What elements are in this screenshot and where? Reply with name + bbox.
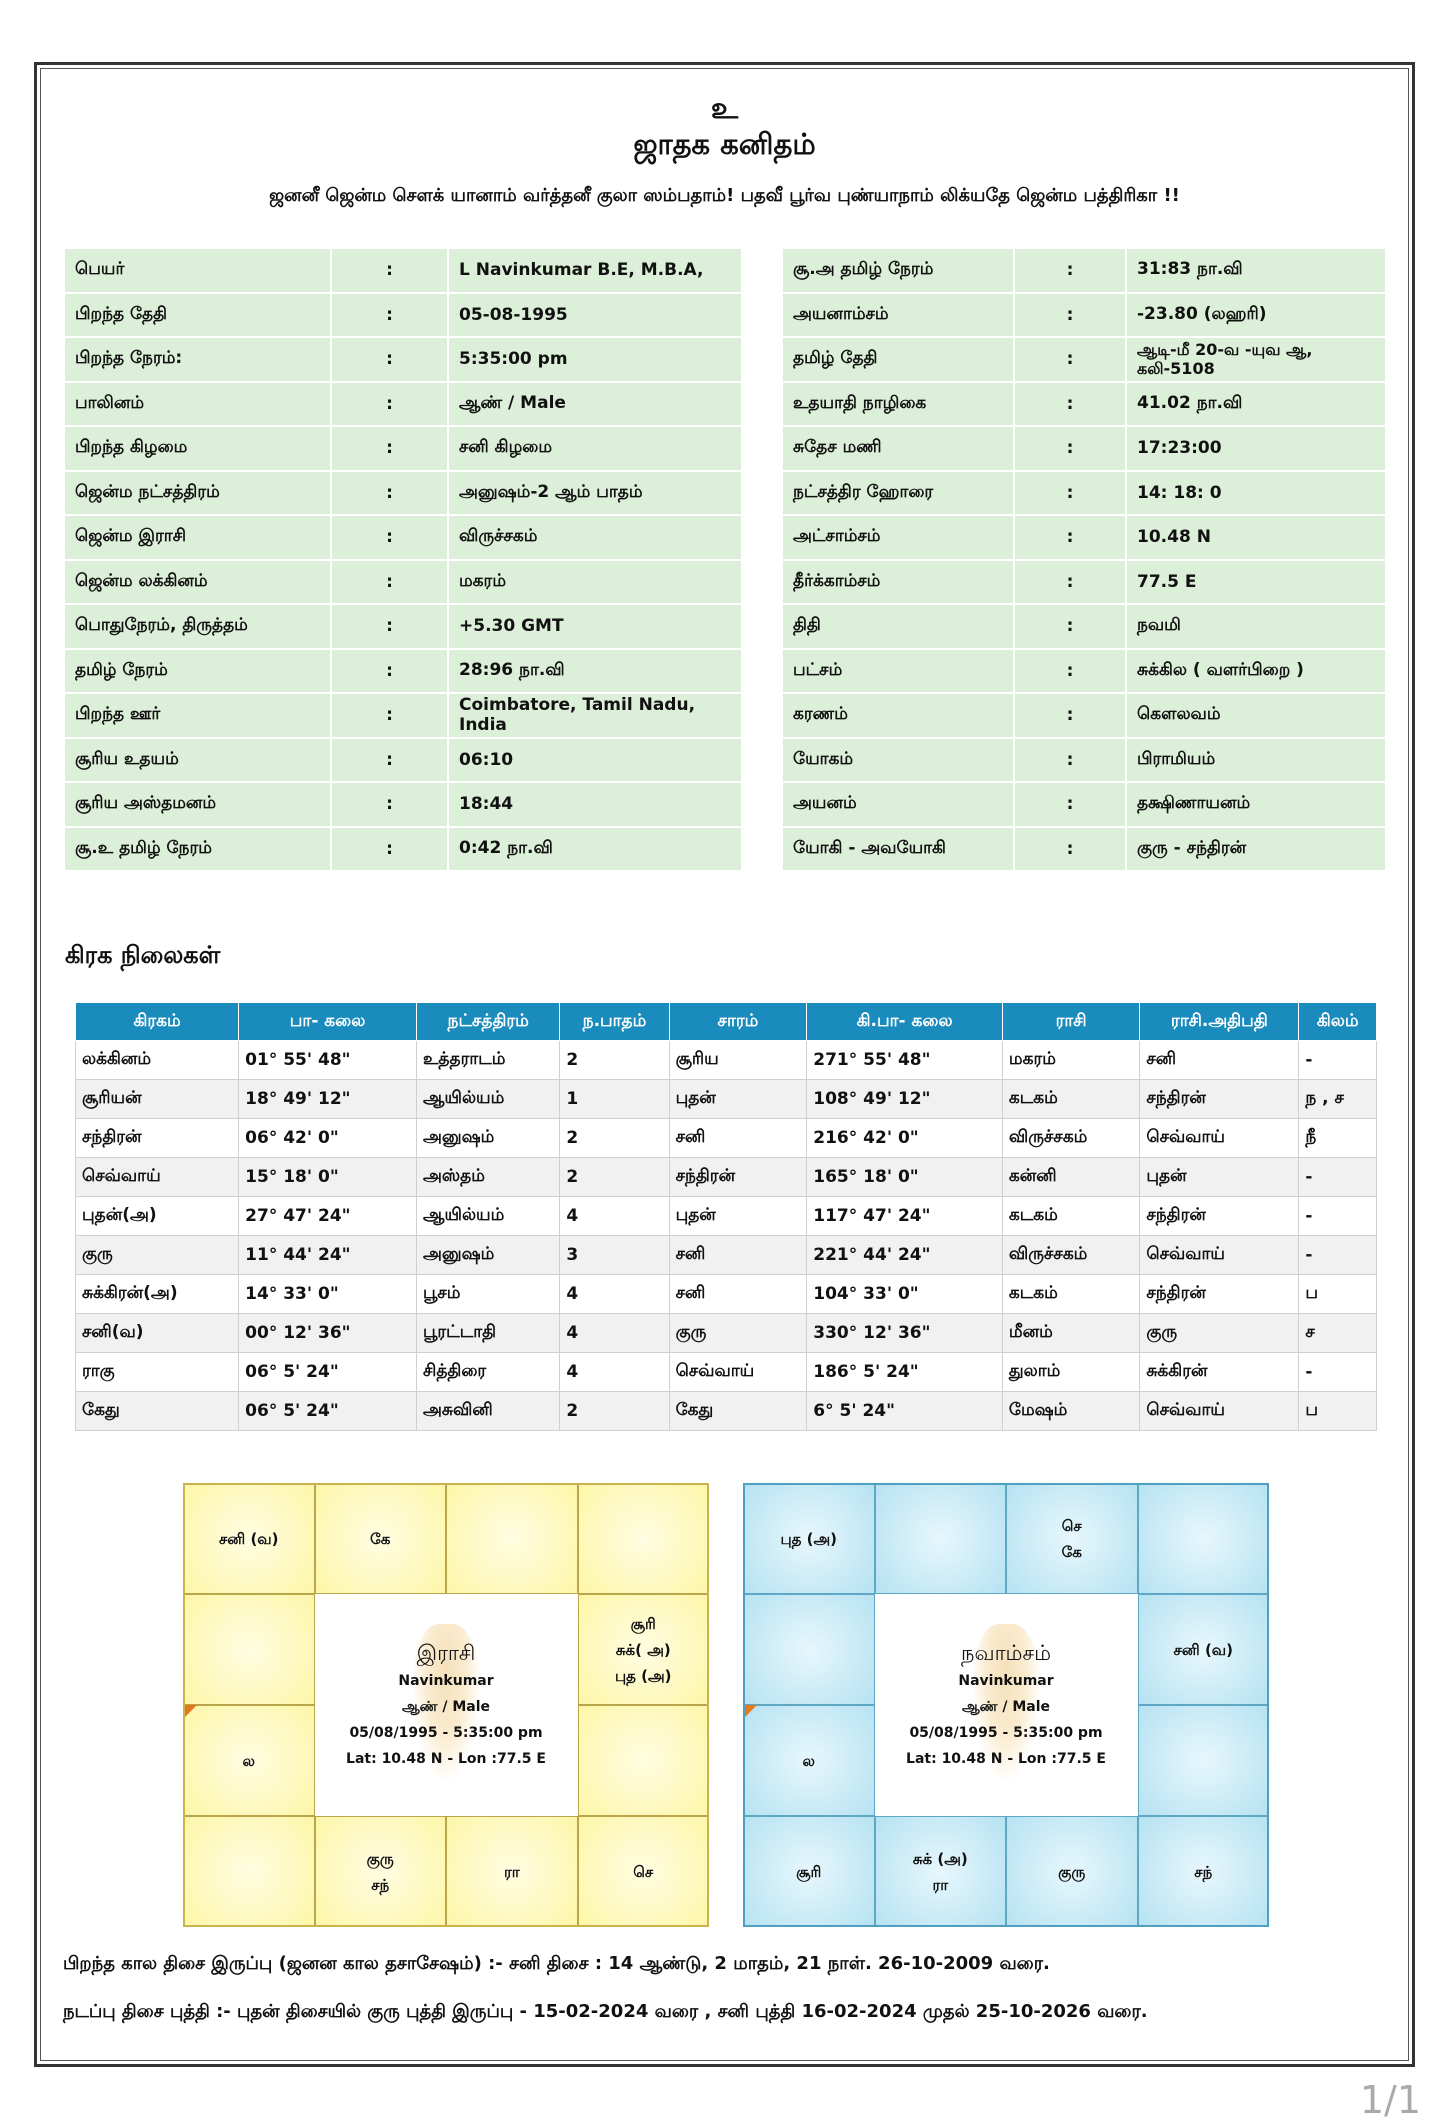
detail-label: தமிழ் தேதி — [783, 338, 1013, 381]
detail-left-row — [65, 828, 741, 871]
detail-label: சுதேச மணி — [783, 427, 1013, 470]
chart-gender: ஆண் / Male — [401, 1699, 491, 1715]
planet-cell: சந்திரன் — [1140, 1275, 1299, 1314]
planet-abbrev: செ — [633, 1862, 654, 1881]
chart-house — [315, 1483, 447, 1594]
detail-left-row — [65, 472, 741, 515]
detail-separator: : — [1015, 383, 1125, 426]
detail-left-row — [65, 516, 741, 559]
chart-datetime: 05/08/1995 - 5:35:00 pm — [349, 1725, 543, 1741]
planet-cell: 11° 44' 24" — [239, 1236, 417, 1275]
planet-cell: 06° 5' 24" — [239, 1353, 417, 1392]
planet-abbrev: ரா — [932, 1875, 949, 1894]
planet-abbrev: சனி (வ) — [218, 1529, 279, 1548]
detail-value: 10.48 N — [1127, 516, 1385, 559]
planet-cell: 06° 5' 24" — [239, 1392, 417, 1431]
planet-abbrev: ரா — [503, 1862, 520, 1881]
column-header: பா- கலை — [239, 1003, 417, 1041]
chart-title: இராசி — [416, 1641, 476, 1665]
detail-value: 41.02 நா.வி — [1127, 383, 1385, 426]
planet-abbrev: சனி (வ) — [1173, 1640, 1234, 1659]
verse-line: ஜனனீ ஜென்ம சௌக் யானாம் வர்த்தனீ குலா ஸம்பதாம்! பதவீ பூர்வ புண்யாநாம் லிக்யதே ஜென்ம பத்திரிகா !! — [269, 185, 1180, 206]
detail-label: சூ.உ தமிழ் நேரம் — [65, 828, 330, 871]
chart-house — [1138, 1483, 1270, 1594]
chart-house — [315, 1816, 447, 1927]
planet-cell: சனி — [669, 1275, 807, 1314]
planet-row — [76, 1080, 1377, 1119]
detail-right-row — [783, 561, 1385, 604]
om-symbol: உ — [710, 91, 739, 126]
detail-separator: : — [1015, 783, 1125, 826]
planet-cell: குரு — [1140, 1314, 1299, 1353]
planet-cell: கேது — [76, 1392, 239, 1431]
planet-cell: புதன் — [669, 1197, 807, 1236]
planet-cell: 186° 5' 24" — [807, 1353, 1003, 1392]
detail-separator: : — [332, 828, 447, 871]
detail-separator: : — [1015, 694, 1125, 737]
detail-label: பிறந்த தேதி — [65, 294, 330, 337]
detail-value: 06:10 — [449, 739, 741, 782]
detail-separator: : — [332, 249, 447, 292]
planet-cell: 4 — [560, 1353, 669, 1392]
detail-label: உதயாதி நாழிகை — [783, 383, 1013, 426]
detail-left-row — [65, 650, 741, 693]
planet-abbrev: குரு — [1058, 1862, 1086, 1881]
chart-house — [875, 1816, 1007, 1927]
detail-label: பொதுநேரம், திருத்தம் — [65, 605, 330, 648]
detail-left-row — [65, 249, 741, 292]
detail-value-line: கலி-5108 — [1137, 359, 1215, 379]
planet-cell: - — [1299, 1197, 1377, 1236]
chart-house — [578, 1594, 710, 1705]
planet-cell: 165° 18' 0" — [807, 1158, 1003, 1197]
detail-separator: : — [332, 294, 447, 337]
planet-cell: சனி — [1140, 1041, 1299, 1080]
planet-cell: சனி — [669, 1119, 807, 1158]
column-header: ராசி.அதிபதி — [1140, 1003, 1299, 1041]
chart-house — [183, 1705, 315, 1816]
planet-cell: சூரிய — [669, 1041, 807, 1080]
detail-label: அயனாம்சம் — [783, 294, 1013, 337]
detail-value: பிராமியம் — [1127, 739, 1385, 782]
chart-house — [743, 1483, 875, 1594]
detail-value: 0:42 நா.வி — [449, 828, 741, 871]
planet-cell: கடகம் — [1002, 1275, 1139, 1314]
planet-positions-table — [75, 1002, 1377, 1431]
detail-left-row — [65, 694, 741, 737]
chart-house — [875, 1483, 1007, 1594]
detail-right-row — [783, 383, 1385, 426]
detail-label: பட்சம் — [783, 650, 1013, 693]
detail-label: பெயர் — [65, 249, 330, 292]
planet-cell: ப — [1299, 1275, 1377, 1314]
planet-cell: சனி — [669, 1236, 807, 1275]
detail-value: -23.80 (லஹரி) — [1127, 294, 1385, 337]
planet-cell: 4 — [560, 1197, 669, 1236]
chart-name: Navinkumar — [398, 1673, 494, 1689]
detail-right-row — [783, 694, 1385, 737]
detail-right-row — [783, 516, 1385, 559]
detail-separator: : — [1015, 739, 1125, 782]
chart-house — [1138, 1816, 1270, 1927]
planet-row — [76, 1353, 1377, 1392]
planet-cell: அனுஷம் — [417, 1236, 560, 1275]
chart-center — [315, 1594, 578, 1816]
detail-right-row — [783, 249, 1385, 292]
current-dasa-line: நடப்பு திசை புத்தி :- புதன் திசையில் குரு புத்தி இருப்பு - 15-02-2024 வரை , சனி புத்தி 16-02-2024 முதல் 25-10-2026 வரை. — [63, 2001, 1148, 2022]
planet-cell: 18° 49' 12" — [239, 1080, 417, 1119]
planet-cell: மீனம் — [1002, 1314, 1139, 1353]
chart-datetime: 05/08/1995 - 5:35:00 pm — [909, 1725, 1103, 1741]
detail-label: ஜென்ம இராசி — [65, 516, 330, 559]
planet-abbrev: சந் — [1194, 1862, 1213, 1881]
planet-cell: சித்திரை — [417, 1353, 560, 1392]
planet-cell: பூசம் — [417, 1275, 560, 1314]
planet-cell: 330° 12' 36" — [807, 1314, 1003, 1353]
detail-label: தமிழ் நேரம் — [65, 650, 330, 693]
planet-cell: 14° 33' 0" — [239, 1275, 417, 1314]
chart-house — [183, 1594, 315, 1705]
detail-label: அயனம் — [783, 783, 1013, 826]
detail-label: சூரிய உதயம் — [65, 739, 330, 782]
detail-label: பிறந்த கிழமை — [65, 427, 330, 470]
chart-house — [446, 1816, 578, 1927]
detail-right-row — [783, 605, 1385, 648]
planet-cell: அனுஷம் — [417, 1119, 560, 1158]
planet-cell: 00° 12' 36" — [239, 1314, 417, 1353]
detail-right-row — [783, 783, 1385, 826]
detail-label: பாலினம் — [65, 383, 330, 426]
planet-cell: ஆயில்யம் — [417, 1080, 560, 1119]
planet-cell: செவ்வாய் — [1140, 1392, 1299, 1431]
detail-separator: : — [1015, 605, 1125, 648]
detail-label: அட்சாம்சம் — [783, 516, 1013, 559]
detail-value: விருச்சகம் — [449, 516, 741, 559]
detail-separator: : — [332, 338, 447, 381]
chart-house — [743, 1816, 875, 1927]
detail-value-line: ஆடி-மீ 20-வ -யுவ ஆ, — [1137, 340, 1313, 360]
detail-separator: : — [1015, 650, 1125, 693]
planet-abbrev: புத (அ) — [780, 1529, 838, 1548]
planet-cell: கேது — [669, 1392, 807, 1431]
planet-cell: 221° 44' 24" — [807, 1236, 1003, 1275]
planet-cell: துலாம் — [1002, 1353, 1139, 1392]
planet-abbrev: சூரி — [630, 1614, 656, 1633]
planet-cell: 06° 42' 0" — [239, 1119, 417, 1158]
planet-abbrev: செ — [1061, 1516, 1082, 1535]
detail-value: 05-08-1995 — [449, 294, 741, 337]
planet-cell: நீ — [1299, 1119, 1377, 1158]
planet-cell: ச — [1299, 1314, 1377, 1353]
detail-separator: : — [332, 516, 447, 559]
detail-value: 28:96 நா.வி — [449, 650, 741, 693]
planet-cell: பூரட்டாதி — [417, 1314, 560, 1353]
navamsa-chart — [743, 1483, 1269, 1927]
planet-cell: மேஷம் — [1002, 1392, 1139, 1431]
planet-cell: செவ்வாய் — [1140, 1236, 1299, 1275]
planet-cell: 3 — [560, 1236, 669, 1275]
planet-abbrev: சந் — [371, 1875, 390, 1894]
detail-left-row — [65, 739, 741, 782]
detail-value: +5.30 GMT — [449, 605, 741, 648]
planet-abbrev: கே — [1061, 1542, 1082, 1561]
planet-abbrev: சூரி — [796, 1862, 822, 1881]
planet-cell: சந்திரன் — [1140, 1197, 1299, 1236]
detail-left-row — [65, 427, 741, 470]
planet-cell: விருச்சகம் — [1002, 1236, 1139, 1275]
detail-left-row — [65, 561, 741, 604]
planet-cell: சூரியன் — [76, 1080, 239, 1119]
planet-cell: 271° 55' 48" — [807, 1041, 1003, 1080]
detail-separator: : — [1015, 294, 1125, 337]
detail-label: பிறந்த நேரம்: — [65, 338, 330, 381]
planet-cell: புதன் — [669, 1080, 807, 1119]
birth-details-table-right — [781, 247, 1387, 872]
detail-separator: : — [332, 383, 447, 426]
planet-cell: விருச்சகம் — [1002, 1119, 1139, 1158]
planet-cell: மகரம் — [1002, 1041, 1139, 1080]
detail-label: சூரிய அஸ்தமனம் — [65, 783, 330, 826]
page-number: 1/1 — [1359, 2078, 1421, 2122]
dasa-balance-line: பிறந்த கால திசை இருப்பு (ஜனன கால தசாசேஷம்) :- சனி திசை : 14 ஆண்டு, 2 மாதம், 21 நாள். 26-10-2009 வரை. — [63, 1953, 1050, 1974]
detail-separator: : — [332, 427, 447, 470]
lagna-marker-icon — [743, 1705, 757, 1719]
column-header: கிரகம் — [76, 1003, 239, 1041]
planet-cell: 2 — [560, 1158, 669, 1197]
detail-right-row — [783, 427, 1385, 470]
detail-label: தீர்க்காம்சம் — [783, 561, 1013, 604]
detail-value: 17:23:00 — [1127, 427, 1385, 470]
chart-house — [1006, 1816, 1138, 1927]
detail-value: L Navinkumar B.E, M.B.A, — [449, 249, 741, 292]
detail-value: சுக்கில ( வளர்பிறை ) — [1127, 650, 1385, 693]
detail-right-row — [783, 828, 1385, 871]
detail-value: 31:83 நா.வி — [1127, 249, 1385, 292]
planet-cell: - — [1299, 1041, 1377, 1080]
planet-abbrev: புத (அ) — [614, 1666, 672, 1685]
detail-separator: : — [1015, 472, 1125, 515]
detail-separator: : — [1015, 516, 1125, 559]
planet-cell: உத்தராடம் — [417, 1041, 560, 1080]
planet-cell: அஸ்தம் — [417, 1158, 560, 1197]
planet-cell: 104° 33' 0" — [807, 1275, 1003, 1314]
chart-house — [183, 1483, 315, 1594]
planet-row — [76, 1236, 1377, 1275]
planet-row — [76, 1314, 1377, 1353]
horoscope-page — [34, 62, 1415, 2067]
planet-cell: லக்கினம் — [76, 1041, 239, 1080]
planet-cell: ராகு — [76, 1353, 239, 1392]
detail-left-row — [65, 294, 741, 337]
planet-cell: 15° 18' 0" — [239, 1158, 417, 1197]
chart-latlon: Lat: 10.48 N - Lon :77.5 E — [346, 1751, 546, 1767]
planet-cell: சுக்கிரன்(அ) — [76, 1275, 239, 1314]
detail-value: 18:44 — [449, 783, 741, 826]
chart-house — [578, 1483, 710, 1594]
planet-abbrev: கே — [370, 1529, 391, 1548]
detail-value: 77.5 E — [1127, 561, 1385, 604]
column-header: ராசி — [1002, 1003, 1139, 1041]
chart-name: Navinkumar — [958, 1673, 1054, 1689]
detail-value: தக்ஷிணாயனம் — [1127, 783, 1385, 826]
detail-right-row — [783, 338, 1385, 381]
chart-house — [446, 1483, 578, 1594]
detail-value: நவமி — [1127, 605, 1385, 648]
chart-center — [875, 1594, 1138, 1816]
column-header: ந.பாதம் — [560, 1003, 669, 1041]
planet-row — [76, 1041, 1377, 1080]
detail-label: ஜென்ம நட்சத்திரம் — [65, 472, 330, 515]
planet-cell: சுக்கிரன் — [1140, 1353, 1299, 1392]
planet-cell: சந்திரன் — [669, 1158, 807, 1197]
detail-separator: : — [1015, 249, 1125, 292]
rasi-chart — [183, 1483, 709, 1927]
detail-left-row — [65, 783, 741, 826]
detail-separator: : — [1015, 427, 1125, 470]
document-title: ஜாதக கனிதம் — [633, 127, 816, 161]
planet-cell: 2 — [560, 1392, 669, 1431]
planet-cell: 2 — [560, 1041, 669, 1080]
detail-value — [1127, 338, 1385, 381]
planet-abbrev: குரு — [366, 1849, 394, 1868]
planet-cell: செவ்வாய் — [76, 1158, 239, 1197]
planet-cell: ப — [1299, 1392, 1377, 1431]
detail-left-row — [65, 605, 741, 648]
chart-house — [1138, 1594, 1270, 1705]
planet-cell: கன்னி — [1002, 1158, 1139, 1197]
chart-latlon: Lat: 10.48 N - Lon :77.5 E — [906, 1751, 1106, 1767]
detail-label: திதி — [783, 605, 1013, 648]
planet-cell: அசுவினி — [417, 1392, 560, 1431]
planet-cell: 1 — [560, 1080, 669, 1119]
planet-cell: - — [1299, 1236, 1377, 1275]
detail-right-row — [783, 650, 1385, 693]
planet-cell: 6° 5' 24" — [807, 1392, 1003, 1431]
detail-value: ஆண் / Male — [449, 383, 741, 426]
detail-value: மகரம் — [449, 561, 741, 604]
chart-title: நவாம்சம் — [961, 1641, 1051, 1665]
planet-cell: 4 — [560, 1275, 669, 1314]
chart-house — [743, 1705, 875, 1816]
planet-abbrev: ல — [242, 1751, 255, 1770]
detail-separator: : — [332, 650, 447, 693]
detail-label: யோகம் — [783, 739, 1013, 782]
detail-label: கரணம் — [783, 694, 1013, 737]
planet-row — [76, 1158, 1377, 1197]
chart-gender: ஆண் / Male — [961, 1699, 1051, 1715]
detail-separator: : — [332, 694, 447, 737]
planet-cell: செவ்வாய் — [1140, 1119, 1299, 1158]
planet-cell: 27° 47' 24" — [239, 1197, 417, 1236]
column-header: கி.பா- கலை — [807, 1003, 1003, 1041]
column-header: கிலம் — [1299, 1003, 1377, 1041]
detail-right-row — [783, 472, 1385, 515]
chart-house — [578, 1705, 710, 1816]
detail-label: ஜென்ம லக்கினம் — [65, 561, 330, 604]
planet-cell: - — [1299, 1158, 1377, 1197]
detail-value: அனுஷம்-2 ஆம் பாதம் — [449, 472, 741, 515]
detail-value: குரு - சந்திரன் — [1127, 828, 1385, 871]
planet-cell: 2 — [560, 1119, 669, 1158]
planet-abbrev: ல — [802, 1751, 815, 1770]
planet-cell: 4 — [560, 1314, 669, 1353]
planet-cell: சனி(வ) — [76, 1314, 239, 1353]
lagna-marker-icon — [183, 1705, 197, 1719]
detail-value: 5:35:00 pm — [449, 338, 741, 381]
detail-right-row — [783, 294, 1385, 337]
detail-separator: : — [1015, 561, 1125, 604]
planet-abbrev: சுக் (அ) — [912, 1849, 968, 1868]
planet-cell: குரு — [669, 1314, 807, 1353]
planet-cell: சந்திரன் — [1140, 1080, 1299, 1119]
detail-value: கௌலவம் — [1127, 694, 1385, 737]
planet-cell: கடகம் — [1002, 1197, 1139, 1236]
planet-cell: செவ்வாய் — [669, 1353, 807, 1392]
detail-separator: : — [1015, 828, 1125, 871]
column-header: சாரம் — [669, 1003, 807, 1041]
planet-cell: 117° 47' 24" — [807, 1197, 1003, 1236]
detail-label: நட்சத்திர ஹோரை — [783, 472, 1013, 515]
detail-left-row — [65, 383, 741, 426]
planet-row — [76, 1119, 1377, 1158]
chart-house — [578, 1816, 710, 1927]
chart-house — [1006, 1483, 1138, 1594]
detail-label: பிறந்த ஊர் — [65, 694, 330, 737]
planet-row — [76, 1275, 1377, 1314]
planet-cell: - — [1299, 1353, 1377, 1392]
planet-cell: 108° 49' 12" — [807, 1080, 1003, 1119]
planet-cell: புதன்(அ) — [76, 1197, 239, 1236]
planet-row — [76, 1392, 1377, 1431]
planet-cell: 01° 55' 48" — [239, 1041, 417, 1080]
planet-cell: ஆயில்யம் — [417, 1197, 560, 1236]
planet-cell: 216° 42' 0" — [807, 1119, 1003, 1158]
planet-cell: புதன் — [1140, 1158, 1299, 1197]
planet-positions-heading: கிரக நிலைகள் — [65, 941, 221, 969]
planet-cell: குரு — [76, 1236, 239, 1275]
detail-separator: : — [332, 561, 447, 604]
detail-separator: : — [1015, 338, 1125, 381]
detail-separator: : — [332, 605, 447, 648]
detail-separator: : — [332, 472, 447, 515]
detail-value: Coimbatore, Tamil Nadu, India — [449, 694, 741, 737]
chart-house — [1138, 1705, 1270, 1816]
detail-value: 14: 18: 0 — [1127, 472, 1385, 515]
planet-abbrev: சுக்( அ) — [615, 1640, 671, 1659]
chart-house — [743, 1594, 875, 1705]
planet-cell: சந்திரன் — [76, 1119, 239, 1158]
detail-label: சூ.அ தமிழ் நேரம் — [783, 249, 1013, 292]
detail-separator: : — [332, 783, 447, 826]
detail-separator: : — [332, 739, 447, 782]
planet-row — [76, 1197, 1377, 1236]
planet-cell: கடகம் — [1002, 1080, 1139, 1119]
detail-right-row — [783, 739, 1385, 782]
planet-cell: ந , ச — [1299, 1080, 1377, 1119]
detail-value: சனி கிழமை — [449, 427, 741, 470]
chart-house — [183, 1816, 315, 1927]
column-header: நட்சத்திரம் — [417, 1003, 560, 1041]
detail-left-row — [65, 338, 741, 381]
detail-label: யோகி - அவயோகி — [783, 828, 1013, 871]
birth-details-table-left — [63, 247, 743, 872]
